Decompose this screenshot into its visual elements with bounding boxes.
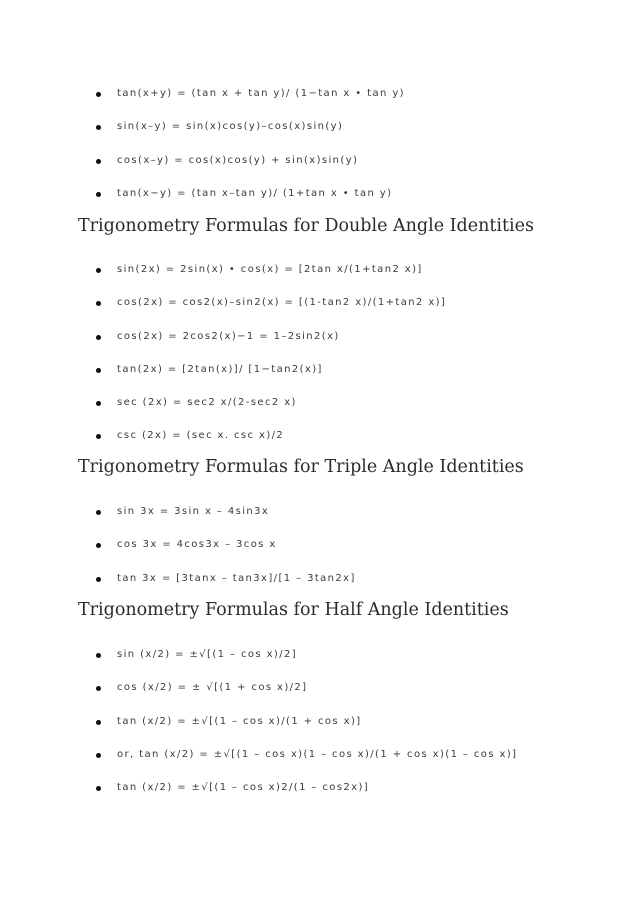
- formula-text: sec (2x) = sec2 x/(2-sec2 x): [117, 397, 297, 409]
- formula-text: cos(2x) = cos2(x)–sin2(x) = [(1-tan2 x)/(1+tan2 x)]: [117, 297, 447, 309]
- formula-text: cos (x/2) = ± √[(1 + cos x)/2]: [117, 682, 308, 694]
- half-angle-list: [0, 647, 638, 813]
- formula-text: cos 3x = 4cos3x – 3cos x: [117, 539, 277, 551]
- list-item: [0, 295, 638, 328]
- triple-angle-list: [0, 504, 638, 604]
- formula-text: tan (x/2) = ±√[(1 – cos x)/(1 + cos x)]: [117, 715, 362, 727]
- bullet-icon: [96, 401, 101, 406]
- list-item: [0, 504, 638, 537]
- formula-text: sin(2x) = 2sin(x) • cos(x) = [2tan x/(1+tan2 x)]: [117, 264, 423, 275]
- list-item: [0, 680, 638, 713]
- list-item: [0, 714, 638, 747]
- formula-text: or, tan (x/2) = ±√[(1 – cos x)(1 – cos x)/(1 + cos x)(1 – cos x)]: [117, 748, 518, 760]
- intro-formula-list: [0, 86, 638, 219]
- bullet-icon: [96, 268, 101, 273]
- list-item: [0, 86, 638, 119]
- bullet-icon: [96, 301, 101, 306]
- formula-text: cos(x–y) = cos(x)cos(y) + sin(x)sin(y): [117, 154, 359, 166]
- list-item: [0, 571, 638, 604]
- list-item: [0, 780, 638, 813]
- list-item: [0, 362, 638, 395]
- double-angle-block: [0, 262, 638, 462]
- list-item: [0, 153, 638, 186]
- list-item: [0, 119, 638, 152]
- bullet-icon: [96, 653, 101, 658]
- bullet-icon: [96, 686, 101, 691]
- bullet-icon: [96, 786, 101, 791]
- double-angle-list: [0, 262, 638, 462]
- formula-text: csc (2x) = (sec x. csc x)/2: [117, 430, 285, 442]
- formula-text: tan (x/2) = ±√[(1 – cos x)2/(1 – cos2x)]: [117, 782, 370, 794]
- half-angle-heading: Trigonometry Formulas for Half Angle Identities: [78, 600, 509, 620]
- bullet-icon: [96, 720, 101, 725]
- bullet-icon: [96, 577, 101, 582]
- bullet-icon: [96, 368, 101, 373]
- formula-text: cos(2x) = 2cos2(x)−1 = 1–2sin2(x): [117, 330, 340, 342]
- half-angle-block: [0, 647, 638, 813]
- list-item: [0, 262, 638, 295]
- bullet-icon: [96, 92, 101, 97]
- list-item: [0, 537, 638, 570]
- formula-text: tan 3x = [3tanx – tan3x]/[1 – 3tan2x]: [117, 572, 356, 584]
- bullet-icon: [96, 192, 101, 197]
- triple-angle-heading: Trigonometry Formulas for Triple Angle Identities: [78, 457, 524, 477]
- formula-text: tan(x+y) = (tan x + tan y)/ (1−tan x • tan y): [117, 88, 405, 99]
- formula-text: sin(x–y) = sin(x)cos(y)–cos(x)sin(y): [117, 121, 344, 133]
- list-item: [0, 747, 638, 780]
- list-item: [0, 395, 638, 428]
- triple-angle-block: [0, 504, 638, 604]
- formula-text: sin (x/2) = ±√[(1 – cos x)/2]: [117, 649, 298, 660]
- bullet-icon: [96, 434, 101, 439]
- list-item: [0, 329, 638, 362]
- bullet-icon: [96, 159, 101, 164]
- list-item: [0, 647, 638, 680]
- bullet-icon: [96, 753, 101, 758]
- bullet-icon: [96, 510, 101, 515]
- double-angle-heading: Trigonometry Formulas for Double Angle Identities: [78, 216, 534, 236]
- list-item: [0, 186, 638, 219]
- formula-text: sin 3x = 3sin x – 4sin3x: [117, 506, 270, 517]
- bullet-icon: [96, 543, 101, 548]
- bullet-icon: [96, 335, 101, 340]
- intro-formula-block: [0, 86, 638, 219]
- formula-text: tan(x−y) = (tan x–tan y)/ (1+tan x • tan y): [117, 187, 393, 199]
- bullet-icon: [96, 125, 101, 130]
- formula-text: tan(2x) = [2tan(x)]/ [1−tan2(x)]: [117, 363, 323, 375]
